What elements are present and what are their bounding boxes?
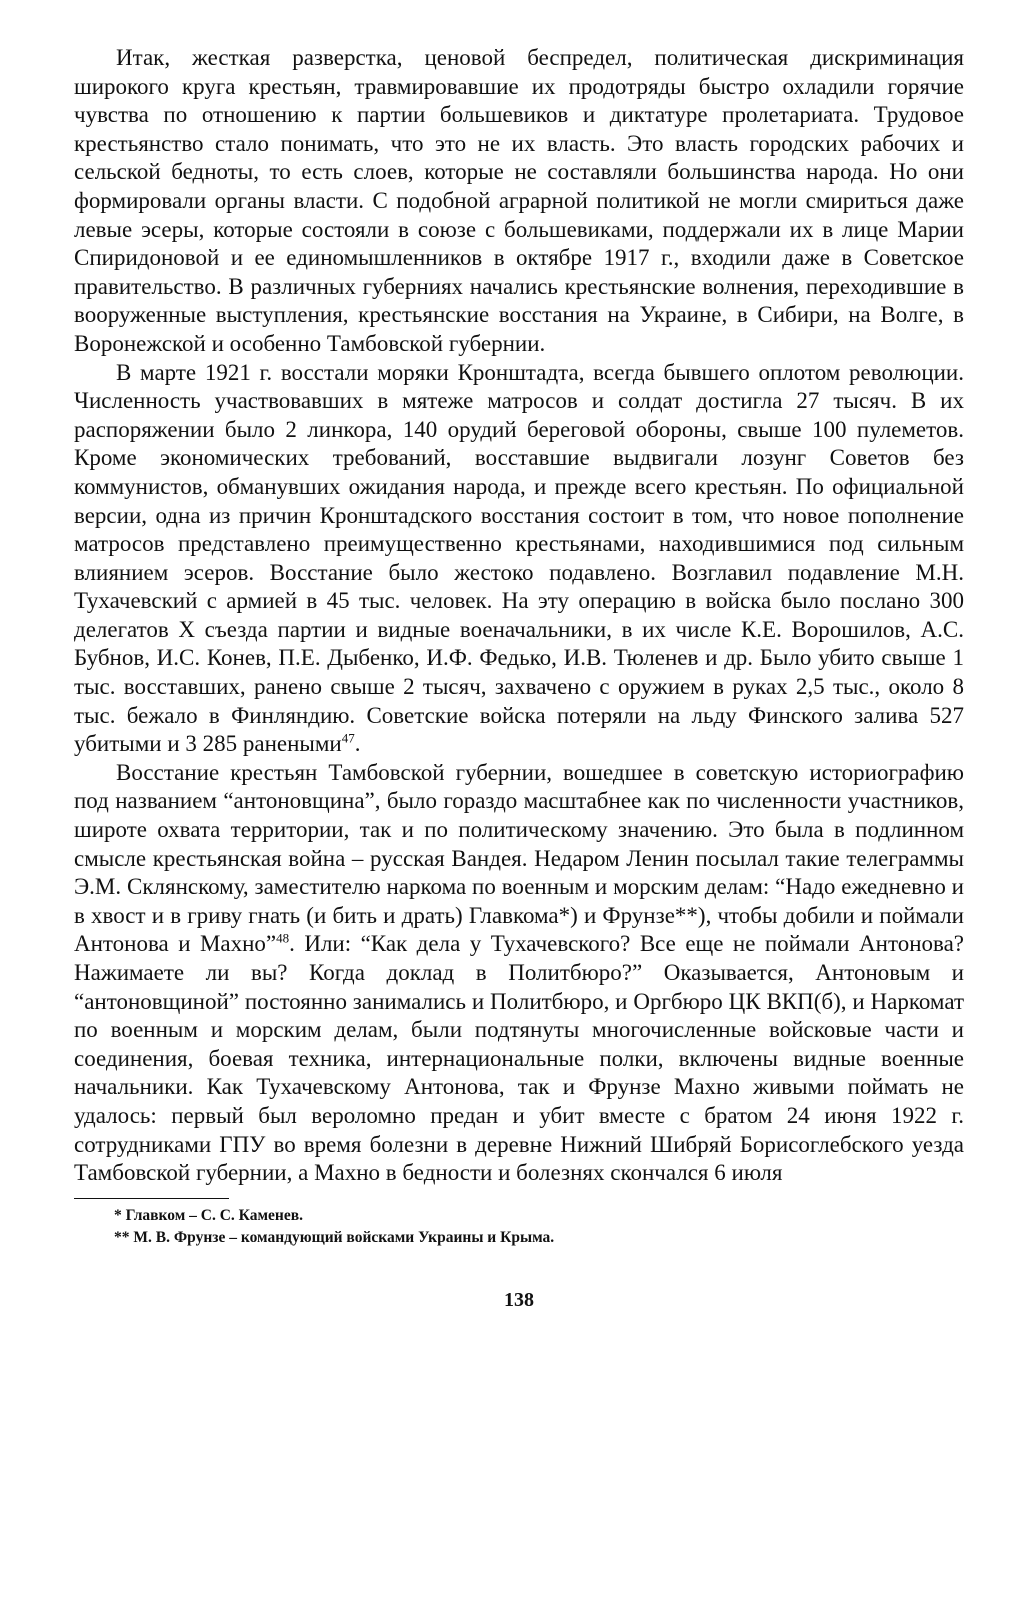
endnote-ref-48: 48 <box>276 930 290 946</box>
page-number: 138 <box>504 1288 534 1311</box>
footnote-divider <box>74 1198 229 1199</box>
paragraph-2 <box>74 359 964 759</box>
footnote-2: ** М. В. Фрунзе – командующий войсками Украины и Крыма. <box>114 1228 555 1246</box>
paragraph-2-tail: . <box>354 731 361 757</box>
paragraph-3-tail: . Или: “Как дела у Тухачевского? Все еще не поймали Антонова? Нажимаете ли вы? Когда доклад в Политбюро?” Оказывается, Антоновым и “антоновщиной” постоянно занимались и Политбюро, и Оргбюро ЦК ВКП(б), и Наркомат по военным и морским делам, были подтянуты многочисленные войсковые части и соединения, боевая техника, интернациональные полки, включены видные военные начальники. Как Тухачевскому Антонова, так и Фрунзе Махно живыми поймать не удалось: первый был вероломно предан и убит вместе с братом 24 июня 1922 г. сотрудниками ГПУ во время болезни в деревне Нижний Шибряй Борисоглебского уезда Тамбовской губернии, а Махно в бедности и болезнях скончался 6 июля <box>74 931 964 1186</box>
paragraph-3-text: Восстание крестьян Тамбовской губернии, вошедшее в советскую историографию под названием “антоновщина”, было гораздо масштабнее как по численности участников, широте охвата территории, так и по политическому значению. Это была в подлинном смысле крестьянская война – русская Вандея. Недаром Ленин посылал такие телеграммы Э.М. Склянскому, заместителю наркома по военным и морским делам: “Надо ежедневно и в хвост и в гриву гнать (и бить и драть) Главкома*) и Фрунзе**), чтобы добили и поймали Антонова и Махно” <box>74 759 964 957</box>
paragraph-2-text: В марте 1921 г. восстали моряки Кронштадта, всегда бывшего оплотом революции. Численность участвовавших в мятеже матросов и солдат достигла 27 тысяч. В их распоряжении было 2 линкора, 140 орудий береговой обороны, свыше 100 пулеметов. Кроме экономических требований, восставшие выдвигали лозунг Советов без коммунистов, обманувших ожидания народа, и прежде всего крестьян. По официальной версии, одна из причин Кронштадского восстания состоит в том, что новое пополнение матросов представлено преимущественно крестьянами, находившимися под сильным влиянием эсеров. Восстание было жестоко подавлено. Возглавил подавление М.Н. Тухачевский с армией в 45 тыс. человек. На эту операцию в войска было послано 300 делегатов X съезда партии и видные военачальники, в их числе К.Е. Ворошилов, А.С. Бубнов, И.С. Конев, П.Е. Дыбенко, И.Ф. Федько, И.В. Тюленев и др. Было убито свыше 1 тыс. восставших, ранено свыше 2 тысяч, захвачено с оружием в руках 2,5 тыс., около 8 тыс. бежало в Финляндию. Советские войска потеряли на льду Финского залива 527 убитыми и 3 285 ранеными <box>74 359 964 757</box>
book-page <box>74 44 964 1312</box>
endnote-ref-47: 47 <box>341 730 355 746</box>
paragraph-1-text: Итак, жесткая разверстка, ценовой беспредел, политическая дискриминация широкого круга крестьян, травмировавшие их продотряды быстро охладили горячие чувства по отношению к партии большевиков и диктатуре пролетариата. Трудовое крестьянство стало понимать, что это не их власть. Это власть городских рабочих и сельской бедноты, то есть слоев, которые не составляли большинства народа. Но они формировали органы власти. С подобной аграрной политикой не могли смириться даже левые эсеры, которые состояли в союзе с большевиками, поддержали их в лице Марии Спиридоновой и ее единомышленников в октябре 1917 г., входили даже в Советское правительство. В различных губерниях начались крестьянские волнения, переходившие в вооруженные выступления, крестьянские восстания на Украине, в Сибири, на Волге, в Воронежской и особенно Тамбовской губернии. <box>74 45 964 356</box>
paragraph-1 <box>74 44 964 359</box>
paragraph-3 <box>74 759 964 1188</box>
footnote-1: * Главком – С. С. Каменев. <box>114 1206 303 1224</box>
